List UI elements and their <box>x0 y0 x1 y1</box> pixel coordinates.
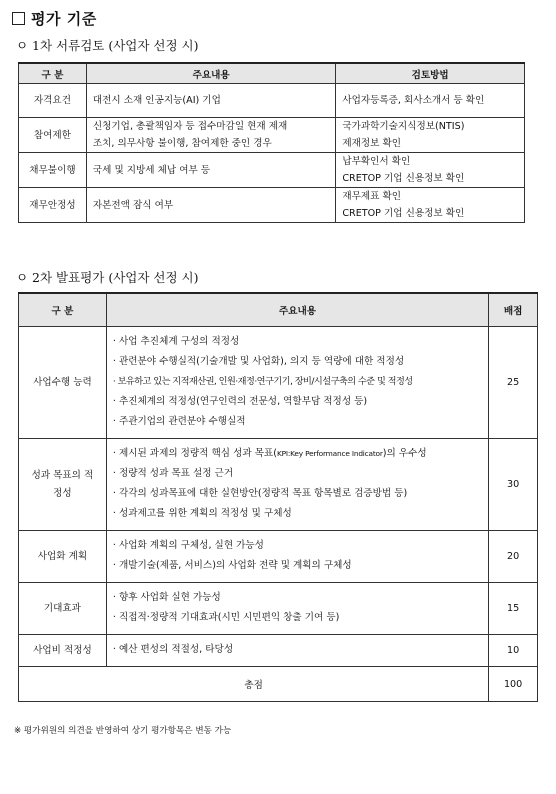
bullet-item: · 예산 편성의 적절성, 타당성 <box>112 644 234 655</box>
stage2-header-row <box>19 293 538 327</box>
bullet-item: · 사업 추진체계 구성의 적정성 <box>112 336 240 347</box>
bullet-text: · 제시된 과제의 정량적 핵심 성과 목표( <box>112 448 277 459</box>
bullet-item: · 개발기술(제품, 서비스)의 사업화 전략 및 계획의 구체성 <box>112 560 352 571</box>
row-category <box>19 439 107 531</box>
bullet-item: · 향후 사업화 실현 가능성 <box>112 592 221 603</box>
row-content <box>86 118 335 153</box>
row-content <box>86 84 335 118</box>
stage2-title: ㅇ 2차 발표평가 (사업자 선정 시) <box>16 270 199 285</box>
table-row <box>19 118 525 153</box>
content-line: 국세 및 지방세 체납 여부 등 <box>92 164 211 176</box>
row-points: 20 <box>489 531 538 583</box>
row-points: 25 <box>489 327 538 439</box>
total-label: 총점 <box>19 667 489 702</box>
content-line: 신청기업, 총괄책임자 등 접수마감일 현재 제재 <box>92 121 288 132</box>
row-content <box>86 153 335 188</box>
row-category: 참여제한 <box>19 118 87 153</box>
kpi-text: KPI:Key Performance Indicator <box>276 449 383 458</box>
row-method <box>336 84 525 118</box>
stage1-table <box>18 62 525 223</box>
bullet-item: · 관련분야 수행실적(기술개발 및 사업화), 의지 등 역량에 대한 적정성 <box>112 356 405 367</box>
method-line: 사업자등록증, 회사소개서 등 확인 <box>342 95 485 106</box>
row-method <box>336 153 525 188</box>
row-category: 자격요건 <box>19 84 87 118</box>
row-content <box>106 327 488 439</box>
category-text: 성과 목표의 적정성 <box>31 469 94 499</box>
method-line: 제재정보 확인 <box>342 138 401 149</box>
table-row <box>19 188 525 223</box>
page-title-text: 평가 기준 <box>31 10 97 28</box>
bullet-item <box>113 444 482 464</box>
bullet-item: · 직접적·정량적 기대효과(시민 시민편익 창출 기여 등) <box>112 612 340 623</box>
bullet-item: · 성과제고를 위한 계획의 적정성 및 구체성 <box>112 508 292 519</box>
bullet-text: )의 우수성 <box>382 448 427 459</box>
row-category: 사업수행 능력 <box>19 327 107 439</box>
stage1-header-method: 검토방법 <box>336 63 525 84</box>
bullet-item: · 추진체계의 적정성(연구인력의 전문성, 역할부담 적정성 등) <box>112 396 368 407</box>
row-category: 재무안정성 <box>19 188 87 223</box>
row-points: 30 <box>489 439 538 531</box>
bullet-item: · 주관기업의 관련분야 수행실적 <box>112 416 246 427</box>
method-line: 재무제표 확인 <box>342 191 401 202</box>
row-method <box>336 118 525 153</box>
row-method <box>336 188 525 223</box>
content-line: 조치, 의무사항 불이행, 참여제한 중인 경우 <box>92 138 272 149</box>
row-content <box>86 188 335 223</box>
footnote: ※ 평가위원의 의견을 반영하여 상기 평가항목은 변동 가능 <box>14 726 232 736</box>
total-row <box>19 667 538 702</box>
row-points: 15 <box>489 583 538 635</box>
stage1-header-content: 주요내용 <box>86 63 335 84</box>
stage1-title: ㅇ 1차 서류검토 (사업자 선정 시) <box>16 38 199 53</box>
stage1-header-row <box>19 63 525 84</box>
total-points: 100 <box>489 667 538 702</box>
row-category: 기대효과 <box>19 583 107 635</box>
bullet-item: · 사업화 계획의 구체성, 실현 가능성 <box>112 540 264 551</box>
row-points: 10 <box>489 635 538 667</box>
stage1-header-category: 구 분 <box>19 63 87 84</box>
row-content <box>106 531 488 583</box>
bullet-item: · 보유하고 있는 지적재산권, 인원·재정·연구기기, 장비/시설구축의 수준 및 적정성 <box>112 376 413 387</box>
table-row <box>19 531 538 583</box>
table-row <box>19 153 525 188</box>
stage2-header-content: 주요내용 <box>106 293 488 327</box>
table-row <box>19 635 538 667</box>
content-line: 대전시 소재 인공지능(AI) 기업 <box>92 95 221 106</box>
row-category: 사업비 적정성 <box>19 635 107 667</box>
row-content <box>106 635 488 667</box>
method-line: CRETOP 기업 신용정보 확인 <box>342 208 465 219</box>
table-row <box>19 327 538 439</box>
table-row <box>19 84 525 118</box>
stage2-header-category: 구 분 <box>19 293 107 327</box>
stage2-table <box>18 292 538 702</box>
row-category: 사업화 계획 <box>19 531 107 583</box>
stage2-header-points: 배점 <box>489 293 538 327</box>
method-line: 납부확인서 확인 <box>342 156 411 167</box>
row-content <box>106 583 488 635</box>
method-line: CRETOP 기업 신용정보 확인 <box>342 173 465 184</box>
bullet-item: · 정량적 성과 목표 설정 근거 <box>112 468 234 479</box>
row-category: 채무불이행 <box>19 153 87 188</box>
table-row <box>19 439 538 531</box>
bullet-item: · 각각의 성과목표에 대한 실현방안(정량적 목표 항목별로 검증방법 등) <box>112 488 408 499</box>
page-title <box>12 8 97 29</box>
content-line: 자본전액 잠식 여부 <box>92 199 174 211</box>
method-line: 국가과학기술지식정보(NTIS) <box>342 121 465 132</box>
checkbox-square-icon <box>12 12 25 25</box>
table-row <box>19 583 538 635</box>
row-content <box>106 439 488 531</box>
